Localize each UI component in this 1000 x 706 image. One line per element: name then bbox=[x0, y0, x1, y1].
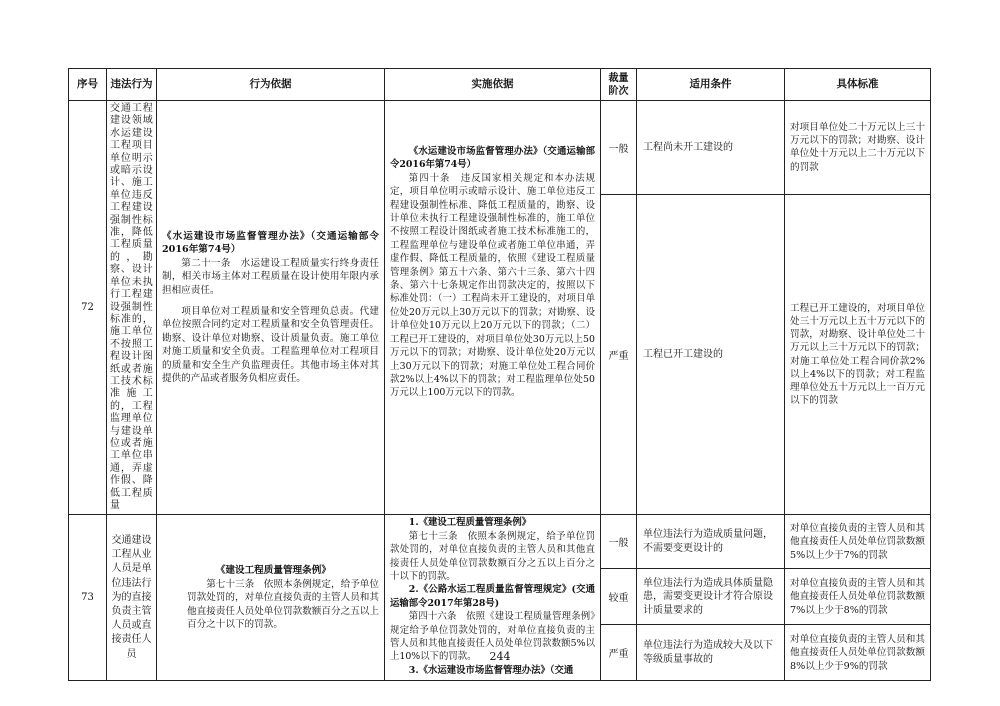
impl-paragraph: 第四十条 违反国家相关规定和本办法规定，项目单位明示或暗示设计、施工单位违反工程建设强制性标准、降低工程质量的，勘察、设计单位未执行工程建设强制性标准的，施工单位不按照工程设计图纸或者施工技术标准施工的，工程监理单位与建设单位或者施工单位串通，弄虚作假、降低工程质量的，依照《建设工程质量管理条例》第五十六条、第六十三条、第六十四条、第六十七条规定作出罚款决定的，按照以下标准处罚：（一）工程尚未开工建设的，对项目单位处20万元以上30万元以下的罚款；对勘察、设计单位处10万元以上20万元以下的罚款；（二）工程已开工建设的，对项目单位处30万元以上50万元以下的罚款；对勘察、设计单位处20万元以上30万元以下的罚款；对施工单位处工程合同价款2%以上4%以下的罚款；对工程监理单位处50万元以上100万元以下的罚款。 bbox=[390, 172, 595, 399]
enforcement-standard-table bbox=[68, 68, 931, 681]
header-standard: 具体标准 bbox=[785, 69, 931, 101]
header-seq: 序号 bbox=[69, 69, 107, 101]
row-seq: 73 bbox=[69, 515, 107, 681]
row-implementation bbox=[385, 101, 601, 515]
impl-title: 3.《水运建设市场监督管理办法》（交通 bbox=[408, 664, 574, 676]
impl-title: 《水运建设市场监督管理办法》（交通运输部令2016年第74号） bbox=[390, 146, 595, 171]
row-condition: 工程尚未开工建设的 bbox=[637, 101, 785, 195]
row-standard: 对单位直接负责的主管人员和其他直接责任人员处单位罚款数额5%以上少于7%的罚款 bbox=[785, 515, 931, 569]
basis-paragraph: 第二十一条 水运建设工程质量实行终身责任制，相关市场主体对工程质量在设计使用年限内承担相应责任。 bbox=[162, 257, 379, 296]
basis-paragraph: 第七十三条 依照本条例规定，给予单位罚款处罚的，对单位直接负责的主管人员和其他直接责任人员处单位罚款数额百分之五以上百分之十以下的罚款。 bbox=[187, 578, 379, 631]
header-level: 裁量阶次 bbox=[601, 69, 637, 101]
row-condition: 单位违法行为造成较大及以下等级质量事故的 bbox=[637, 625, 785, 681]
row-violation: 交通工程建设领域水运建设工程项目单位明示或暗示设计、施工单位违反工程建设强制性标准，降低工程质量的，勘察、设计单位未执行工程建设强制性标准的，施工单位不按照工程设计图纸或者施工技术标准施工的，工程监理单位与建设单位或者施工单位串通，弄虚作假、降低工程质量 bbox=[107, 101, 157, 515]
row-standard: 工程已开工建设的，对项目单位处三十万元以上五十万元以下的罚款，对勘察、设计单位处二十万元以上三十万元以下的罚款；对施工单位处工程合同价款2%以上4%以下的罚款；对工程监理单位处五十万元以上一百万元以下的罚款 bbox=[785, 194, 931, 515]
header-violation: 违法行为 bbox=[107, 69, 157, 101]
impl-paragraph: 第七十三条 依照本条例规定，给予单位罚款处罚的，对单位直接负责的主管人员和其他直接责任人员处单位罚款数额百分之五以上百分之十以下的罚款。 bbox=[390, 530, 595, 583]
table-row bbox=[69, 515, 931, 569]
basis-title: 《建设工程质量管理条例》 bbox=[215, 565, 331, 577]
basis-title: 《水运建设市场监督管理办法》（交通运输部令2016年第74号） bbox=[162, 230, 379, 256]
row-level: 严重 bbox=[601, 625, 637, 681]
header-basis: 行为依据 bbox=[157, 69, 385, 101]
row-basis bbox=[157, 101, 385, 515]
row-condition: 单位违法行为造成质量问题，不需要变更设计的 bbox=[637, 515, 785, 569]
impl-paragraph: 第四十六条 依照《建设工程质量管理条例》规定给予单位罚款处罚的，对单位直接负责的主管人员和其他直接责任人员处单位罚款数额5%以上10%以下的罚款。 bbox=[390, 611, 595, 663]
row-standard: 对单位直接负责的主管人员和其他直接责任人员处单位罚款数额8%以上少于9%的罚款 bbox=[785, 625, 931, 681]
row-condition: 工程已开工建设的 bbox=[637, 194, 785, 515]
page-number: 244 bbox=[489, 650, 511, 663]
header-condition: 适用条件 bbox=[637, 69, 785, 101]
row-level: 较重 bbox=[601, 569, 637, 625]
row-standard: 对项目单位处二十万元以上三十万元以下的罚款；对勘察、设计单位处十万元以上二十万元以下的罚款 bbox=[785, 101, 931, 195]
row-standard: 对单位直接负责的主管人员和其他直接责任人员处单位罚款数额7%以上少于8%的罚款 bbox=[785, 569, 931, 625]
header-implementation: 实施依据 bbox=[385, 69, 601, 101]
impl-title: 2.《公路水运工程质量监督管理规定》(交通运输部令2017年第28号) bbox=[390, 584, 595, 609]
row-condition: 单位违法行为造成具体质量隐患，需要变更设计才符合原设计质量要求的 bbox=[637, 569, 785, 625]
row-violation: 交通建设工程从业人员是单位违法行为的直接负责主管人员或直接责任人员 bbox=[107, 515, 157, 681]
table-header-row bbox=[69, 69, 931, 101]
table-row bbox=[69, 101, 931, 195]
basis-paragraph: 项目单位对工程质量和安全管理负总责。代建单位按照合同约定对工程质量和安全负管理责任。勘察、设计单位对勘察、设计质量负责。施工单位对施工质量和安全负责。工程监理单位对工程项目的质量和安全生产负监理责任。其他市场主体对其提供的产品或者服务负相应责任。 bbox=[162, 306, 379, 385]
impl-title: 1.《建设工程质量管理条例》 bbox=[408, 517, 532, 529]
row-level: 一般 bbox=[601, 515, 637, 569]
row-seq: 72 bbox=[69, 101, 107, 515]
row-level: 严重 bbox=[601, 194, 637, 515]
row-level: 一般 bbox=[601, 101, 637, 195]
